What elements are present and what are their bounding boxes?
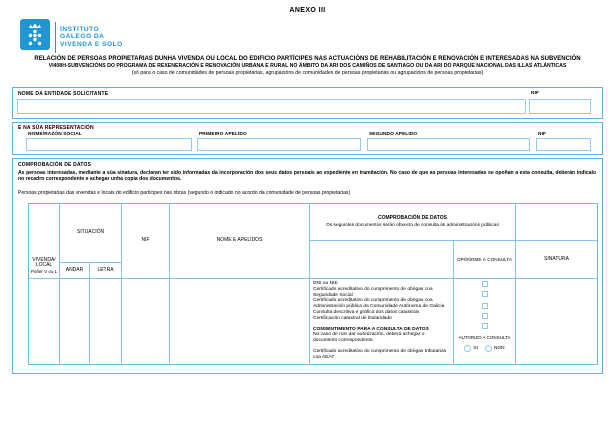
document-item: Certificación catastral de titularidade xyxy=(313,315,392,321)
entidade-input[interactable] xyxy=(17,99,526,114)
col-header-andar: ANDAR xyxy=(60,263,89,278)
consent-title: CONSENTIMENTO PARA A CONSULTA DE DATOS xyxy=(313,326,429,332)
representante-nif-label: NIF xyxy=(538,132,547,137)
row-cell-sinatura xyxy=(516,279,597,364)
col-header-nome-apelidos: NOME E APELIDOS xyxy=(170,204,309,278)
row-cell-oppose-checks xyxy=(454,279,515,364)
razon-social-input[interactable] xyxy=(26,138,192,151)
row-cell-andar xyxy=(60,279,89,364)
document-item: Consulta descritiva e gráfica dos datos catastrais xyxy=(313,309,420,315)
segundo-apelido-input[interactable] xyxy=(367,138,530,151)
logo-divider xyxy=(55,22,56,53)
entidade-nif-label: NIF xyxy=(531,91,540,96)
row-cell-letra xyxy=(90,279,121,364)
col-header-documents-blank xyxy=(310,241,453,278)
col-header-vivenda-local: VIVENDA/ LOCAL Poñer V ou L xyxy=(29,204,59,278)
form-title-line3: (só para o caso de comunidades de persoas propietarias, agrupacións de comunidades de persoas propietarias ou agrupacións de persoas propietarias) xyxy=(131,69,484,76)
row-cell-nome xyxy=(170,279,309,364)
col-header-oponhome-consulta: OPÓÑOME Á CONSULTA xyxy=(454,241,515,278)
oppose-checkbox-dni[interactable] xyxy=(482,281,488,287)
row-cell-vivenda xyxy=(29,279,59,364)
igvs-logo-icon xyxy=(20,19,50,55)
section-representacion xyxy=(12,122,603,155)
radio-non-label: NON xyxy=(493,345,505,351)
igvs-logo xyxy=(20,19,123,55)
page-title: ANEXO III xyxy=(289,7,326,14)
radio-option-si[interactable] xyxy=(464,345,478,352)
oppose-checkbox-admin-galicia[interactable] xyxy=(482,303,488,309)
oppose-checkbox-catastro-consulta[interactable] xyxy=(482,313,488,319)
entidade-nif-input[interactable] xyxy=(529,99,591,114)
oppose-checkbox-catastro-titularidade[interactable] xyxy=(482,323,488,329)
col-header-sinatura-blank xyxy=(516,204,597,240)
radio-si-label: SI xyxy=(473,345,478,351)
oppose-checkbox-seguridade-social[interactable] xyxy=(482,291,488,297)
col-header-comprobacion-datos: COMPROBACIÓN DE DATOS Os seguintes documentos serán obxecto de consulta ás administracións públicas xyxy=(310,204,515,240)
form-title-block xyxy=(14,56,601,76)
authorize-consulta-label: AUTORIZO A CONSULTA xyxy=(458,335,511,340)
section-entidade-solicitante xyxy=(12,87,603,119)
document-item: Certificado acreditativo do cumprimento de obrigas coa Seguridade Social xyxy=(313,286,433,298)
document-item: Certificado acreditativo do cumprimento de obrigas coa Administración pública da Comunidade Autónoma de Galicia xyxy=(313,298,445,310)
authorize-radio-group xyxy=(454,345,515,352)
comprobacion-header: COMPROBACIÓN DE DATOS xyxy=(18,162,92,168)
row-cell-documents xyxy=(310,279,453,364)
form-title-line1: RELACIÓN DE PERSOAS PROPIETARIAS DUNHA VIVENDA OU LOCAL DO EDIFICIO PARTÍCIPES NAS ACTUACIÓNS DE REHABILITACIÓN E RENOVACIÓN E INTERESADAS NA SUBVENCIÓN xyxy=(34,56,581,62)
form-title-line2: VI408H-SUBVENCIÓNS DO PROGRAMA DE REXENERACIÓN E RENOVACIÓN URBANA E RURAL NO ÁMBITO DA ARI DOS CAMIÑOS DE SANTIAGO OU DA ARI DO PARQUE NACIONAL DAS ILLAS ATLÁNTICAS xyxy=(48,63,567,69)
row-cell-nif xyxy=(122,279,169,364)
radio-non-circle[interactable] xyxy=(485,345,492,352)
representante-nif-input[interactable] xyxy=(536,138,591,151)
col-header-situacion: SITUACIÓN xyxy=(60,204,121,262)
radio-option-non[interactable] xyxy=(485,345,505,352)
section-comprobacion-datos xyxy=(12,158,603,374)
radio-si-circle[interactable] xyxy=(464,345,471,352)
owners-table xyxy=(28,203,598,365)
comprobacion-paragraph: As persoas interesadas, mediante a súa sinatura, declaran ter sido informadas da incorporación dos seus datos persoais ao expediente en tramitación. No caso de que as persoas interesadas se opoñan a esta consulta, deberán indicalo no recadro correspondente e achegar unha copia dos documentos. xyxy=(18,170,596,183)
col-header-letra: LETRA xyxy=(90,263,121,278)
col-header-nif: NIF xyxy=(122,204,169,278)
primeiro-apelido-input[interactable] xyxy=(197,138,361,151)
consent-text: No caso de non dar autorización, deberá achegar o documento correspondente. xyxy=(313,332,425,344)
primeiro-apelido-label: PRIMEIRO APELIDO xyxy=(199,132,247,137)
document-item: DNI ou NIE xyxy=(313,281,338,286)
logo-org-name: INSTITUTO GALEGO DA VIVENDA E SOLO xyxy=(60,25,123,48)
representacion-header: E NA SÚA REPRESENTACIÓN xyxy=(18,125,94,131)
col-header-sinatura: SINATURA xyxy=(516,241,597,278)
document-item-aeat: Certificado acreditativo do cumprimento de obrigas tributarias coa AEAT xyxy=(313,348,447,360)
entidade-label: NOME DA ENTIDADE SOLICITANTE xyxy=(18,91,109,97)
comprobacion-note: Persoas propietarias das vivendas e locais do edificio partícipes nas obras (segundo o indicado no acordo da comunidade de persoas propietarias) xyxy=(18,190,351,196)
segundo-apelido-label: SEGUNDO APELIDO xyxy=(369,132,418,137)
razon-social-label: NOME/RAZÓN SOCIAL xyxy=(28,132,82,137)
